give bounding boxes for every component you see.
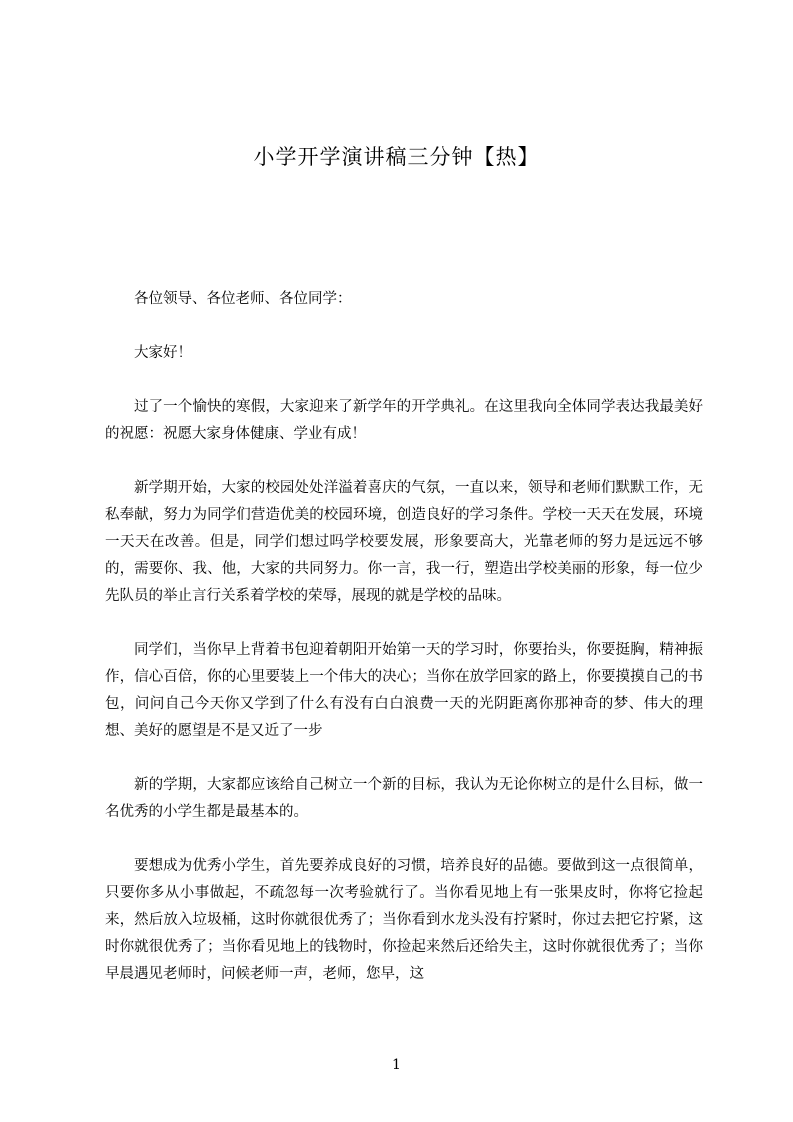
paragraph-new-semester: 新学期开始，大家的校园处处洋溢着喜庆的气氛，一直以来，领导和老师们默默工作，无私奉献，努力为同学们营造优美的校园环境，创造良好的学习条件。学校一天天在发展，环境一天天在改善。但是，同学们想过吗学校要发展，形象要高大，光靠老师的努力是远远不够的，需要你、我、他，大家的共同努力。你一言，我一行，塑造出学校美丽的形象，每一位少先队员的举止言行关系着学校的荣辱，展现的就是学校的品味。: [105, 480, 703, 604]
paragraph-salutation: 各位领导、各位老师、各位同学：: [134, 291, 352, 307]
document-body: [105, 286, 703, 1015]
paragraph-goals: 新的学期，大家都应该给自己树立一个新的目标，我认为无论你树立的是什么目标，做一名优秀的小学生都是最基本的。: [105, 777, 703, 820]
document-title: 小学开学演讲稿三分钟【热】: [253, 145, 540, 169]
paragraph-greeting: 大家好！: [134, 345, 192, 361]
paragraph-students: 同学们，当你早上背着书包迎着朝阳开始第一天的学习时，你要抬头，你要挺胸，精神振作，信心百倍，你的心里要装上一个伟大的决心；当你在放学回家的路上，你要摸摸自己的书包，问问自己今天你又学到了什么有没有白白浪费一天的光阴距离你那神奇的梦、伟大的理想、美好的愿望是不是又近了一步: [105, 642, 703, 739]
paragraph-wishes: 过了一个愉快的寒假，大家迎来了新学年的开学典礼。在这里我向全体同学表达我最美好的祝愿：祝愿大家身体健康、学业有成！: [105, 399, 703, 442]
paragraph-habits: 要想成为优秀小学生，首先要养成良好的习惯，培养良好的品德。要做到这一点很简单，只要你多从小事做起，不疏忽每一次考验就行了。当你看见地上有一张果皮时，你将它捡起来，然后放入垃圾桶，这时你就很优秀了；当你看到水龙头没有拧紧时，你过去把它拧紧，这时你就很优秀了；当你看见地上的钱物时，你捡起来然后还给失主，这时你就很优秀了；当你早晨遇见老师时，问候老师一声，老师，您早，这: [105, 858, 703, 982]
page-number: 1: [392, 1057, 401, 1073]
